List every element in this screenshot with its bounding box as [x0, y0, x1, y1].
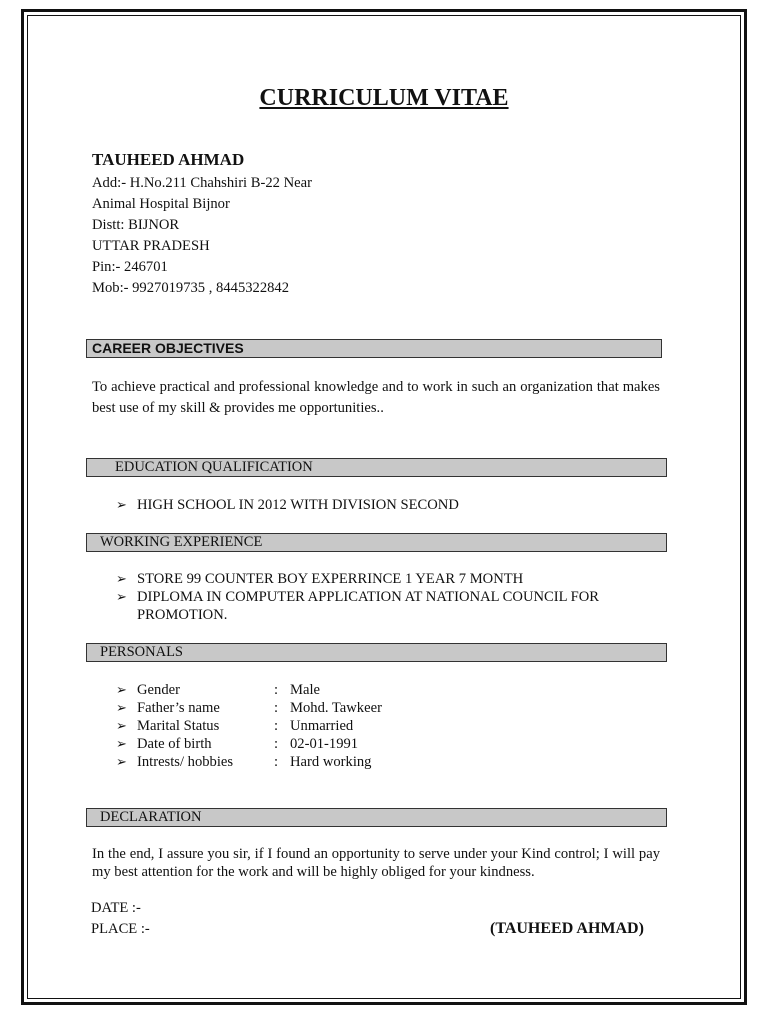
document-title: CURRICULUM VITAE — [259, 85, 509, 111]
personal-value: Unmarried — [290, 718, 354, 734]
arrow-bullet-icon: ➢ — [116, 589, 127, 604]
list-item — [116, 681, 382, 699]
personal-label: Intrests/ hobbies — [137, 754, 234, 770]
personals-list — [116, 681, 382, 771]
section-declaration: DECLARATION — [86, 808, 667, 827]
address-line: Distt: BIJNOR — [92, 217, 180, 233]
work-list — [116, 570, 656, 624]
personal-label: Father’s name — [137, 700, 220, 716]
education-list — [116, 496, 459, 514]
personal-value: Male — [290, 682, 320, 698]
list-item — [116, 570, 656, 588]
list-item — [116, 735, 382, 753]
work-item: DIPLOMA IN COMPUTER APPLICATION AT NATIONAL COUNCIL FOR PROMOTION. — [137, 589, 600, 623]
arrow-bullet-icon: ➢ — [116, 718, 127, 733]
personal-separator: : — [274, 682, 279, 698]
personal-label: Marital Status — [137, 718, 220, 734]
list-item — [116, 717, 382, 735]
section-personals: PERSONALS — [86, 643, 667, 662]
personal-label: Date of birth — [137, 736, 212, 752]
section-education: EDUCATION QUALIFICATION — [86, 458, 667, 477]
arrow-bullet-icon: ➢ — [116, 736, 127, 751]
section-working-experience: WORKING EXPERIENCE — [86, 533, 667, 552]
address-line: Pin:- 246701 — [92, 259, 168, 275]
personal-separator: : — [274, 700, 279, 716]
applicant-name: TAUHEED AHMAD — [92, 150, 245, 169]
address-line: Mob:- 9927019735 , 8445322842 — [92, 280, 290, 296]
personal-separator: : — [274, 754, 279, 770]
declaration-text: In the end, I assure you sir, if I found an opportunity to serve under your Kind control; I will pay my best attention for the work and will be highly obliged for your kindness. — [92, 846, 660, 880]
arrow-bullet-icon: ➢ — [116, 497, 127, 512]
address-line: Animal Hospital Bijnor — [92, 196, 230, 212]
personal-value: 02-01-1991 — [290, 736, 359, 752]
section-career-objectives: CAREER OBJECTIVES — [86, 339, 662, 358]
personal-separator: : — [274, 718, 279, 734]
education-item: HIGH SCHOOL IN 2012 WITH DIVISION SECOND — [137, 497, 459, 513]
arrow-bullet-icon: ➢ — [116, 682, 127, 697]
personal-label: Gender — [137, 682, 180, 698]
address-line: UTTAR PRADESH — [92, 238, 210, 254]
career-objective-text: To achieve practical and professional knowledge and to work in such an organization that makes best use of my skill & provides me opportunities.. — [92, 379, 660, 416]
arrow-bullet-icon: ➢ — [116, 571, 127, 586]
date-label: DATE :- — [91, 900, 141, 916]
list-item — [116, 588, 656, 624]
place-label: PLACE :- — [91, 921, 150, 937]
list-item — [116, 699, 382, 717]
list-item — [116, 753, 382, 771]
personal-separator: : — [274, 736, 279, 752]
work-item: STORE 99 COUNTER BOY EXPERRINCE 1 YEAR 7 MONTH — [137, 571, 524, 587]
personal-value: Hard working — [290, 754, 372, 770]
personal-value: Mohd. Tawkeer — [290, 700, 382, 716]
arrow-bullet-icon: ➢ — [116, 754, 127, 769]
signature-name: (TAUHEED AHMAD) — [490, 920, 644, 937]
list-item — [116, 496, 459, 514]
arrow-bullet-icon: ➢ — [116, 700, 127, 715]
address-line: Add:- H.No.211 Chahshiri B-22 Near — [92, 175, 312, 191]
address-block — [92, 173, 312, 299]
